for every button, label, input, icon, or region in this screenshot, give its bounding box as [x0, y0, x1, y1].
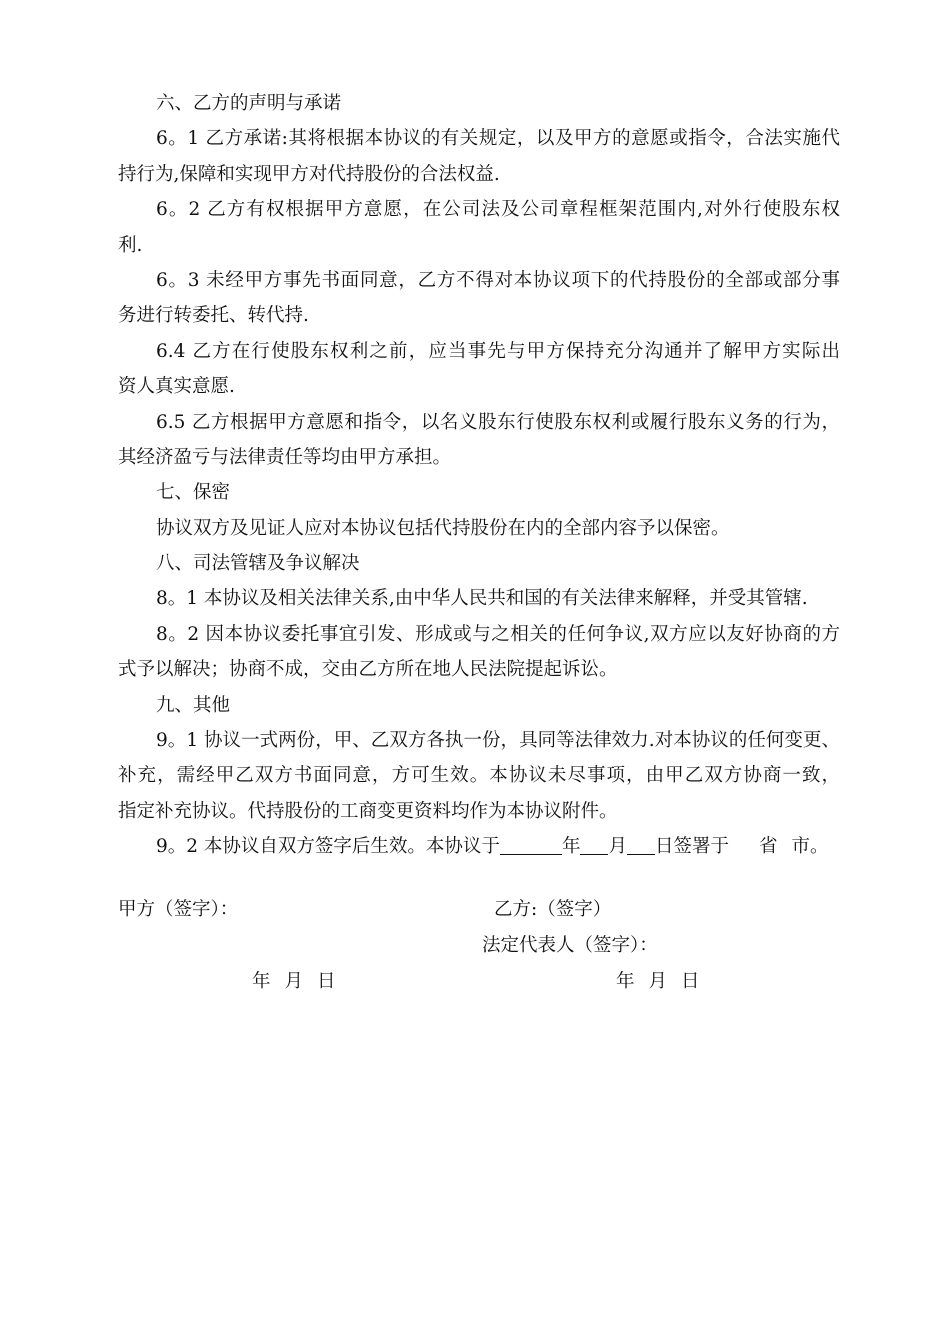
legal-rep-signature-label: 法定代表人（签字）：	[482, 934, 658, 956]
clause-9-2-prefix: 9。2 本协议自双方签字后生效。本协议于	[156, 836, 500, 858]
clause-9-2-year: 年	[561, 836, 581, 858]
clause-9-2	[118, 829, 840, 864]
clause-7-body: 协议双方及见证人应对本协议包括代持股份在内的全部内容予以保密。	[156, 517, 730, 539]
party-b-date-month: 月	[648, 970, 668, 992]
party-b-date-year: 年	[616, 970, 635, 992]
clause-6-5-line-2: 其经济盈亏与法律责任等均由甲方承担。	[118, 446, 452, 468]
clause-8-2-line-2: 式予以解决；协商不成，交由乙方所在地人民法院提起诉讼。	[118, 659, 618, 681]
section-6-heading: 六、乙方的声明与承诺	[156, 93, 342, 114]
party-b-date-day: 日	[681, 970, 700, 992]
clause-9-2-month: 月	[608, 836, 627, 858]
clause-9-2-city: 市。	[791, 836, 829, 858]
clause-6-5-line-1: 6.5 乙方根据甲方意愿和指令，以名义股东行使股东权利或履行股东义务的行为，	[156, 411, 840, 433]
party-a-date-month: 月	[284, 970, 304, 992]
clause-6-4-line-2: 资人真实意愿.	[118, 376, 235, 398]
clause-8-2-line-1: 8。2 因本协议委托事宜引发、形成或与之相关的任何争议,双方应以友好协商的方	[156, 623, 840, 645]
party-b-date	[616, 964, 700, 999]
clause-6-3-line-1: 6。3 未经甲方事先书面同意，乙方不得对本协议项下的代持股份的全部或部分事	[156, 269, 840, 291]
clause-9-2-province: 省	[758, 836, 778, 858]
year-blank	[500, 834, 562, 855]
party-b-signature-label: 乙方:（签字）	[494, 898, 612, 920]
clause-6-1-line-1: 6。1 乙方承诺:其将根据本协议的有关规定，以及甲方的意愿或指令，合法实施代	[156, 128, 840, 150]
party-a-date	[252, 964, 336, 999]
signature-block	[118, 892, 840, 1012]
clause-9-1-line-1: 9。1 协议一式两份，甲、乙双方各执一份，具同等法律效力.对本协议的任何变更、	[156, 730, 840, 752]
clause-6-2-line-2: 利.	[118, 234, 143, 256]
section-9-heading: 九、其他	[156, 694, 231, 716]
day-blank	[627, 834, 655, 855]
clause-8-1: 8。1 本协议及相关法律关系,由中华人民共和国的有关法律来解释，并受其管辖.	[156, 588, 808, 610]
clause-9-1-line-2: 补充，需经甲乙双方书面同意，方可生效。本协议未尽事项，由甲乙双方协商一致，	[118, 765, 840, 787]
clause-6-2-line-1: 6。2 乙方有权根据甲方意愿，在公司法及公司章程框架范围内,对外行使股东权	[156, 199, 840, 221]
party-a-date-day: 日	[317, 970, 336, 992]
clause-6-4-line-1: 6.4 乙方在行使股东权利之前，应当事先与甲方保持充分沟通并了解甲方实际出	[156, 340, 840, 362]
party-a-signature-label: 甲方（签字）：	[118, 898, 239, 920]
section-7-heading: 七、保密	[156, 482, 231, 504]
clause-9-2-day: 日签署于	[654, 836, 729, 858]
clause-9-1-line-3: 指定补充协议。代持股份的工商变更资料均作为本协议附件。	[118, 800, 618, 822]
clause-6-1-line-2: 持行为,保障和实现甲方对代持股份的合法权益.	[118, 163, 500, 185]
party-a-date-year: 年	[252, 970, 271, 992]
section-8-heading: 八、司法管辖及争议解决	[156, 553, 360, 575]
month-blank	[580, 834, 608, 855]
clause-6-3-line-2: 务进行转委托、转代持.	[118, 305, 309, 327]
